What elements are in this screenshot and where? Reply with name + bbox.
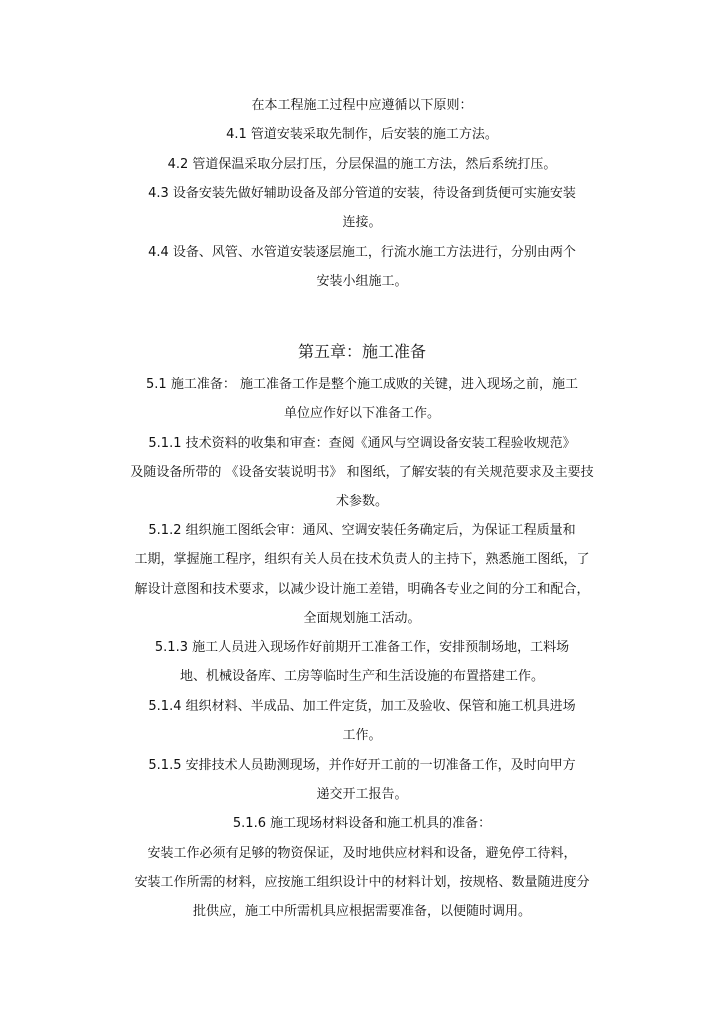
section-5-1-6-line-3: 批供应，施工中所需机具应根据需要准备，以便随时调用。 <box>192 904 531 919</box>
intro-title: 在本工程施工过程中应遵循以下原则： <box>251 98 473 113</box>
section-5-1-5-line-1: 5.1.5 安排技术人员勘测现场，并作好开工前的一切准备工作，及时向甲方 <box>148 758 576 773</box>
section-5-1-6-title: 5.1.6 施工现场材料设备和施工机具的准备： <box>232 816 492 831</box>
section-5-1-5-line-2: 递交开工报告。 <box>316 787 408 802</box>
item-4-4-line-1: 4.4 设备、风管、水管道安装逐层施工，行流水施工方法进行，分别由两个 <box>148 245 576 260</box>
section-5-1-2-line-2: 工期，掌握施工程序，组织有关人员在技术负责人的主持下，熟悉施工图纸，了 <box>134 552 590 567</box>
section-5-1-line-1: 5.1 施工准备： 施工准备工作是整个施工成败的关键，进入现场之前，施工 <box>146 377 578 392</box>
section-5-1-1-line-3: 术参数。 <box>335 494 388 509</box>
item-4-2: 4.2 管道保温采取分层打压，分层保温的施工方法，然后系统打压。 <box>167 157 557 172</box>
item-4-4-line-2: 安装小组施工。 <box>316 274 408 289</box>
section-5-1-4-line-1: 5.1.4 组织材料、半成品、加工件定货，加工及验收、保管和施工机具进场 <box>148 699 576 714</box>
section-5-1-4-line-2: 工作。 <box>342 728 382 743</box>
item-4-3-line-2: 连接。 <box>342 215 382 230</box>
section-5-1-2-line-4: 全面规划施工活动。 <box>303 611 421 626</box>
section-5-1-1-line-1: 5.1.1 技术资料的收集和审查：查阅《通风与空调设备安装工程验收规范》 <box>148 436 576 451</box>
section-5-1-3-line-2: 地、机械设备库、工房等临时生产和生活设施的布置搭建工作。 <box>179 669 544 684</box>
section-5-1-6-line-2: 安装工作所需的材料，应按施工组织设计中的材料计划，按规格、数量随进度分 <box>134 875 590 890</box>
section-5-1-6-line-1: 安装工作必须有足够的物资保证，及时地供应材料和设备，避免停工待料， <box>147 846 577 861</box>
section-5-1-line-2: 单位应作好以下准备工作。 <box>283 406 440 421</box>
section-5-1-2-line-3: 解设计意图和技术要求，以减少设计施工差错，明确各专业之间的分工和配合， <box>134 582 590 597</box>
item-4-3-line-1: 4.3 设备安装先做好辅助设备及部分管道的安装，待设备到货便可实施安装 <box>148 186 576 201</box>
chapter-heading: 第五章：施工准备 <box>297 342 426 361</box>
section-5-1-2-line-1: 5.1.2 组织施工图纸会审：通风、空调安装任务确定后，为保证工程质量和 <box>148 523 576 538</box>
item-4-1: 4.1 管道安装采取先制作，后安装的施工方法。 <box>226 127 498 142</box>
section-5-1-1-line-2: 及随设备所带的 《设备安装说明书》 和图纸，了解安装的有关规范要求及主要技 <box>130 465 594 480</box>
section-5-1-3-line-1: 5.1.3 施工人员进入现场作好前期开工准备工作，安排预制场地，工料场 <box>154 640 570 655</box>
